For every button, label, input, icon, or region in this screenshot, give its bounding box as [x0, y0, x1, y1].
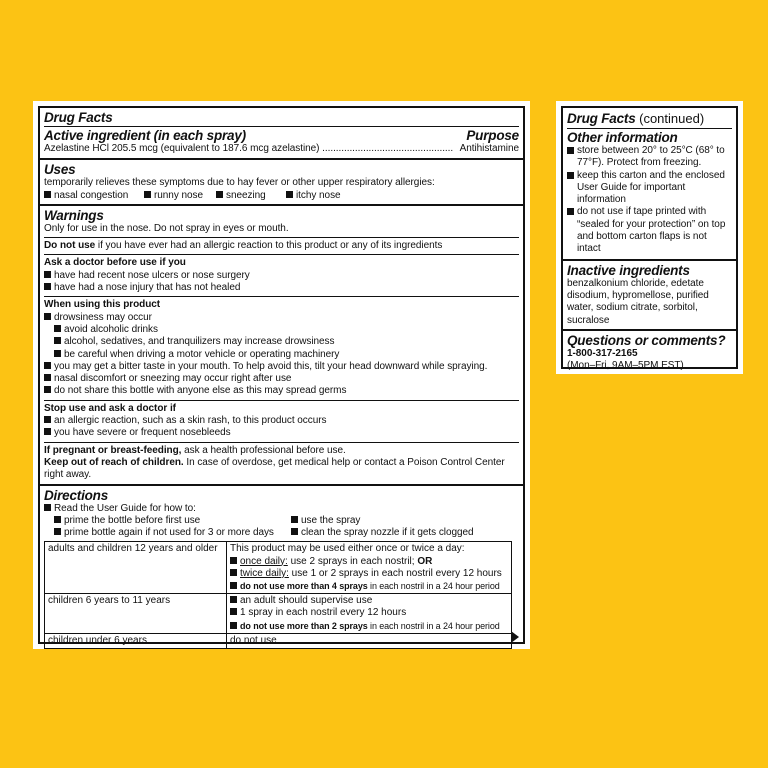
- other-information-section: [563, 108, 736, 261]
- uses-text: temporarily relieves these symptoms due to hay fever or other upper respiratory allergies:: [44, 177, 435, 189]
- drug-facts-title: Drug Facts: [44, 110, 113, 125]
- active-ingredient-text: Azelastine HCl 205.5 mcg (equivalent to 187.6 mcg azelastine) ................................................: [44, 143, 454, 154]
- list-item: keep this carton and the enclosed User Guide for important information: [567, 170, 732, 207]
- drug-facts-continued-panel: [556, 101, 743, 374]
- list-item: use the spray: [291, 515, 360, 527]
- continued-title: Drug Facts (continued): [567, 111, 705, 126]
- dosage-cell: do not use: [227, 633, 512, 648]
- drug-facts-panel: [33, 101, 530, 649]
- stop-use-heading: Stop use and ask a doctor if: [44, 402, 176, 414]
- directions-heading: Directions: [44, 487, 109, 503]
- list-item: have had a nose injury that has not healed: [44, 282, 519, 294]
- list-item: nasal discomfort or sneezing may occur right after use: [44, 373, 519, 385]
- age-group-cell: children under 6 years: [45, 633, 227, 648]
- uses-item: runny nose: [144, 190, 216, 202]
- list-item: drowsiness may occur: [44, 312, 519, 324]
- warnings-section: [40, 206, 523, 486]
- drug-facts-frame: [38, 106, 525, 644]
- list-item: prime bottle again if not used for 3 or more days: [54, 527, 291, 539]
- inactive-ingredients-text: benzalkonium chloride, edetate disodium, hypromellose, purified water, sodium citrate, sorbitol, sucralose: [567, 277, 709, 326]
- list-item: clean the spray nozzle if it gets clogged: [291, 527, 474, 539]
- uses-list: [44, 190, 519, 202]
- list-item: do not share this bottle with anyone else as this may spread germs: [44, 385, 519, 397]
- when-using-heading: When using this product: [44, 299, 161, 311]
- list-item: you may get a bitter taste in your mouth. To help avoid this, tilt your head downward while spraying.: [44, 361, 519, 373]
- list-item: have had recent nose ulcers or nose surgery: [44, 270, 519, 282]
- ask-doctor-heading: Ask a doctor before use if you: [44, 257, 186, 269]
- phone-number: 1-800-317-2165: [567, 347, 638, 359]
- uses-item: sneezing: [216, 190, 286, 202]
- warnings-heading: Warnings: [44, 207, 104, 223]
- other-information-heading: Other information: [567, 130, 678, 145]
- do-not-use-text: Do not use if you have ever had an allergic reaction to this product or any of its ingredients: [44, 237, 519, 252]
- list-item: do not use if tape printed with “sealed for your protection” on top and bottom carton flaps is not intact: [567, 206, 732, 255]
- table-row: [45, 594, 512, 634]
- list-item: store between 20° to 25°C (68° to 77°F). Protect from freezing.: [567, 145, 732, 170]
- questions-heading: Questions or comments?: [567, 332, 726, 348]
- continue-arrow-icon: [511, 631, 519, 643]
- active-ingredient-heading: Active ingredient (in each spray): [44, 128, 246, 143]
- warnings-intro: Only for use in the nose. Do not spray in eyes or mouth.: [44, 222, 289, 234]
- inactive-ingredients-heading: Inactive ingredients: [567, 262, 690, 278]
- inactive-ingredients-section: [563, 261, 736, 331]
- list-item: Read the User Guide for how to:: [44, 503, 519, 515]
- age-group-cell: children 6 years to 11 years: [45, 594, 227, 634]
- sub-list-item: be careful when driving a motor vehicle or operating machinery: [44, 349, 519, 361]
- uses-item: nasal congestion: [44, 190, 144, 202]
- questions-section: [563, 331, 736, 375]
- uses-heading: Uses: [44, 162, 76, 178]
- table-row: [45, 633, 512, 648]
- pregnant-warning: If pregnant or breast-feeding, ask a health professional before use.: [44, 444, 346, 456]
- uses-section: [40, 160, 523, 206]
- keep-out-warning: Keep out of reach of children. In case of overdose, get medical help or contact a Poison Control Center right away.: [44, 456, 505, 481]
- sub-list-item: alcohol, sedatives, and tranquilizers may increase drowsiness: [44, 336, 519, 348]
- dosage-cell: an adult should supervise use 1 spray in each nostril every 12 hours do not use more than 2 sprays in each nostril in a 24 hour period: [227, 594, 512, 634]
- active-ingredient-section: [40, 108, 523, 160]
- age-group-cell: adults and children 12 years and older: [45, 542, 227, 594]
- purpose-text: Antihistamine: [459, 143, 519, 154]
- directions-section: [40, 486, 523, 652]
- list-item: you have severe or frequent nosebleeds: [44, 427, 519, 439]
- drug-facts-continued-frame: [561, 106, 738, 372]
- uses-item: itchy nose: [286, 190, 341, 202]
- sub-list-item: avoid alcoholic drinks: [44, 324, 519, 336]
- purpose-heading: Purpose: [466, 128, 519, 143]
- list-item: prime the bottle before first use: [54, 515, 291, 527]
- list-item: an allergic reaction, such as a skin rash, to this product occurs: [44, 415, 519, 427]
- dosage-table: [44, 541, 512, 649]
- table-row: [45, 542, 512, 594]
- hours-text: (Mon–Fri, 9AM–5PM EST): [567, 360, 684, 372]
- dosage-cell: This product may be used either once or twice a day: once daily: use 2 sprays in each nostril; OR twice daily: use 1 or 2 sprays in each nostril every 12 hours do not use more than 4 sprays in each nostril in a 24 hour period: [227, 542, 512, 594]
